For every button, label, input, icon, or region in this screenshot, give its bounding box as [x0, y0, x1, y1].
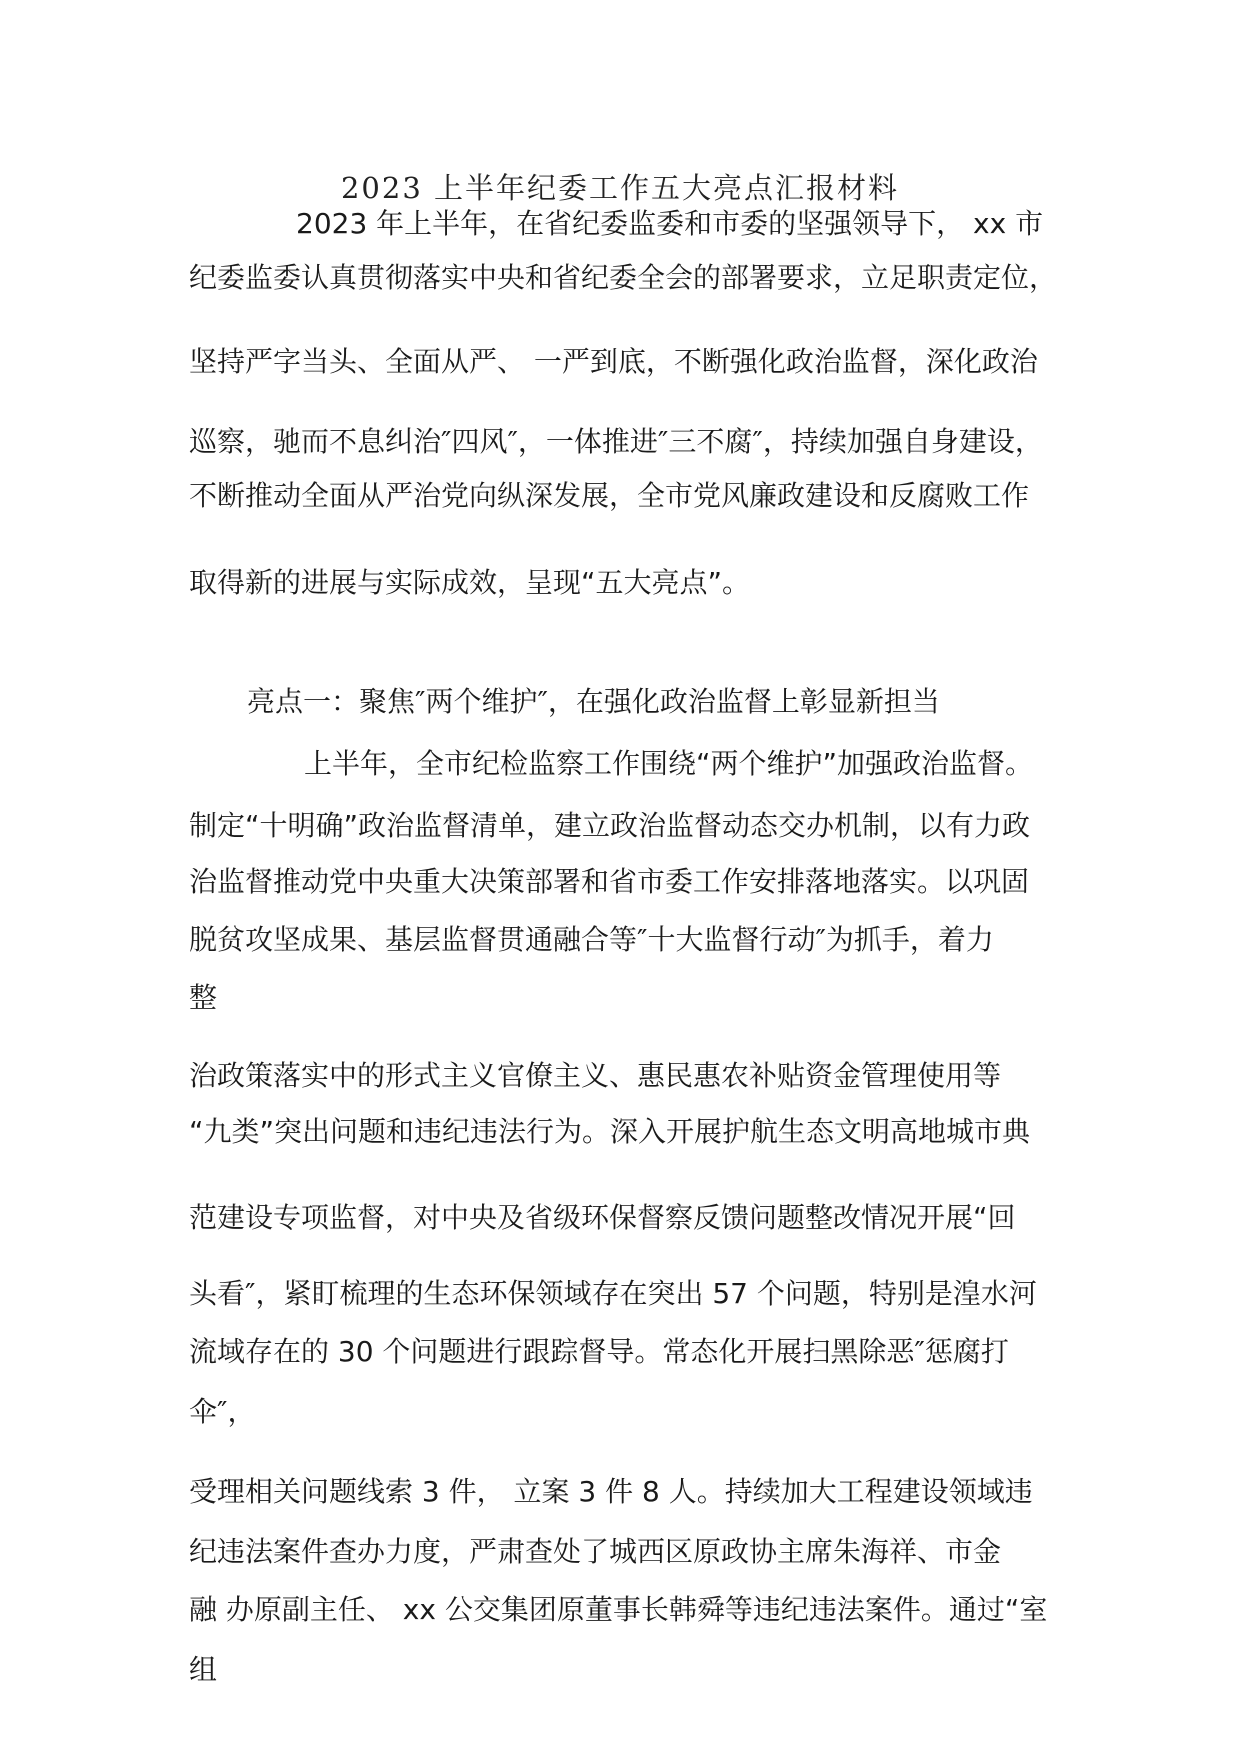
- intro-line-1: 2023 年上半年，在省纪委监委和市委的坚强领导下， xx 市: [296, 207, 1044, 240]
- body-line-3: 治监督推动党中央重大决策部署和省市委工作安排落地落实。以巩固: [189, 865, 1030, 898]
- body-line-12: 受理相关问题线索 3 件， 立案 3 件 8 人。持续加大工程建设领域违: [189, 1475, 1033, 1508]
- body-line-15: 组: [189, 1653, 218, 1686]
- document-title: 2023 上半年纪委工作五大亮点汇报材料: [340, 171, 900, 205]
- body-line-4: 脱贫攻坚成果、基层监督贯通融合等″十大监督行动″为抓手，着力: [189, 923, 994, 956]
- body-line-14: 融 办原副主任、 xx 公交集团原董事长韩舜等违纪违法案件。通过“室: [189, 1593, 1048, 1626]
- body-line-9: 头看″，紧盯梳理的生态环保领域存在突出 57 个问题，特别是湟水河: [189, 1277, 1037, 1310]
- body-line-13: 纪违法案件查办力度，严肃查处了城西区原政协主席朱海祥、市金: [189, 1535, 1002, 1568]
- body-line-1: 上半年，全市纪检监察工作围绕“两个维护”加强政治监督。: [304, 747, 1034, 780]
- intro-line-6: 取得新的进展与实际成效，呈现“五大亮点”。: [189, 566, 751, 599]
- intro-line-3: 坚持严字当头、全面从严、 一严到底，不断强化政治监督，深化政治: [189, 345, 1038, 378]
- body-line-8: 范建设专项监督，对中央及省级环保督察反馈问题整改情况开展“回: [189, 1201, 1016, 1234]
- section-heading: 亮点一：聚焦″两个维护″，在强化政治监督上彰显新担当: [247, 685, 940, 718]
- body-line-5: 整: [189, 981, 218, 1014]
- body-line-6: 治政策落实中的形式主义官僚主义、惠民惠农补贴资金管理使用等: [189, 1059, 1002, 1092]
- body-line-7: “九类”突出问题和违纪违法行为。深入开展护航生态文明高地城市典: [189, 1115, 1031, 1148]
- intro-line-2: 纪委监委认真贯彻落实中央和省纪委全会的部署要求，立足职责定位，: [189, 261, 1058, 294]
- intro-line-4: 巡察，驰而不息纠治″四风″，一体推进″三不腐″，持续加强自身建设，: [189, 425, 1043, 458]
- intro-line-5: 不断推动全面从严治党向纵深发展，全市党风廉政建设和反腐败工作: [189, 479, 1030, 512]
- body-line-11: 伞″，: [189, 1395, 256, 1428]
- body-line-10: 流域存在的 30 个问题进行跟踪督导。常态化开展扫黑除恶″惩腐打: [189, 1335, 1009, 1368]
- body-line-2: 制定“十明确”政治监督清单，建立政治监督动态交办机制，以有力政: [189, 809, 1031, 842]
